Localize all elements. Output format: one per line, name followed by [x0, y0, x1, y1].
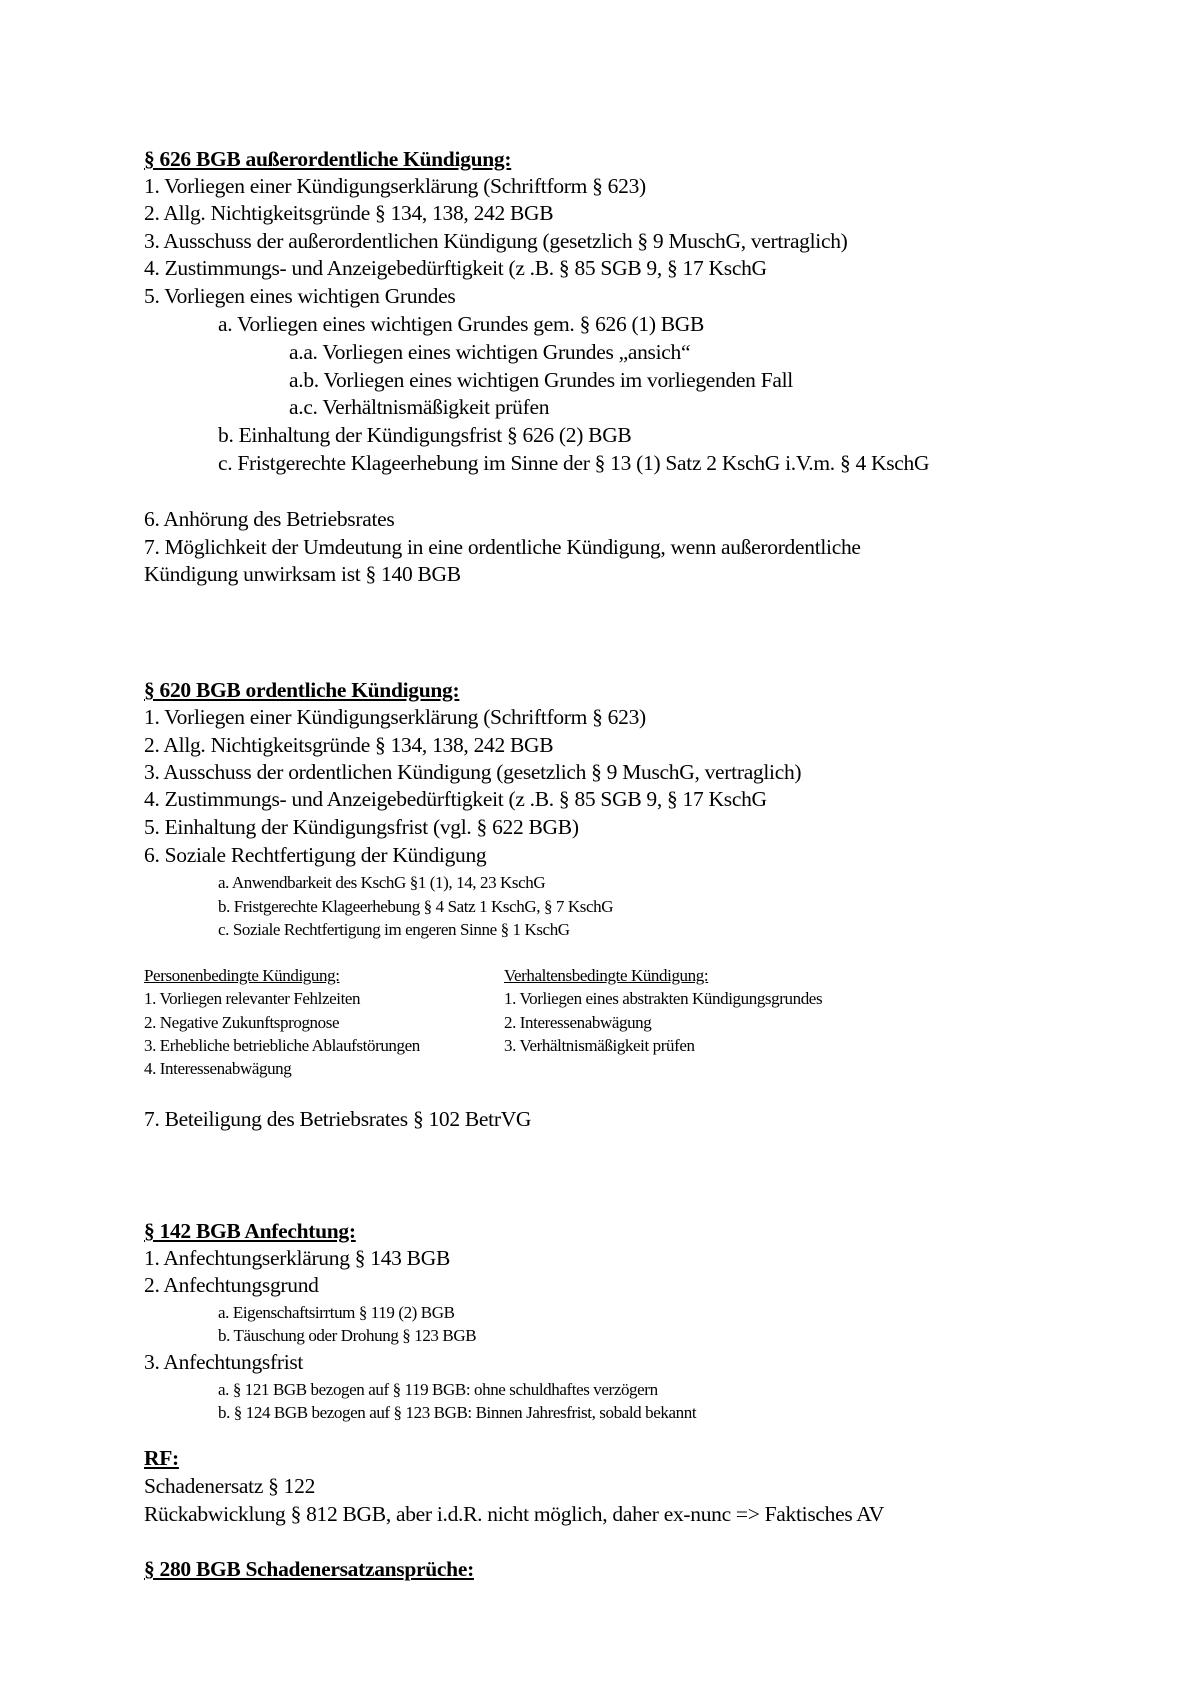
- list-item: 1. Vorliegen einer Kündigungserklärung (Schriftform § 623): [144, 705, 646, 729]
- sub-sub-item: a.a. Vorliegen eines wichtigen Grundes „ansich“: [289, 340, 691, 364]
- section-heading-rf: RF:: [144, 1446, 179, 1470]
- sub-item: c. Soziale Rechtfertigung im engeren Sinne § 1 KschG: [218, 920, 570, 939]
- sub-item: c. Fristgerechte Klageerhebung im Sinne der § 13 (1) Satz 2 KschG i.V.m. § 4 KschG: [218, 451, 930, 475]
- list-item: 6. Anhörung des Betriebsrates: [144, 507, 395, 531]
- sub-item: b. § 124 BGB bezogen auf § 123 BGB: Binnen Jahresfrist, sobald bekannt: [218, 1403, 697, 1422]
- column-item: 3. Erhebliche betriebliche Ablaufstörungen: [144, 1036, 420, 1055]
- sub-item: a. Vorliegen eines wichtigen Grundes gem. § 626 (1) BGB: [218, 312, 705, 336]
- column-item: 3. Verhältnismäßigkeit prüfen: [504, 1036, 695, 1055]
- column-item: 2. Interessenabwägung: [504, 1013, 652, 1032]
- sub-item: a. Anwendbarkeit des KschG §1 (1), 14, 23 KschG: [218, 873, 546, 892]
- list-item: 4. Zustimmungs- und Anzeigebedürftigkeit (z .B. § 85 SGB 9, § 17 KschG: [144, 256, 767, 280]
- list-item: 2. Allg. Nichtigkeitsgründe § 134, 138, 242 BGB: [144, 733, 554, 757]
- list-item-continuation: Kündigung unwirksam ist § 140 BGB: [144, 562, 461, 586]
- list-item: 4. Zustimmungs- und Anzeigebedürftigkeit (z .B. § 85 SGB 9, § 17 KschG: [144, 787, 767, 811]
- sub-item: b. Täuschung oder Drohung § 123 BGB: [218, 1326, 477, 1345]
- list-item: 7. Möglichkeit der Umdeutung in eine ordentliche Kündigung, wenn außerordentliche: [144, 535, 861, 559]
- list-item: 5. Einhaltung der Kündigungsfrist (vgl. § 622 BGB): [144, 815, 579, 839]
- sub-sub-item: a.c. Verhältnismäßigkeit prüfen: [289, 395, 550, 419]
- sub-item: b. Einhaltung der Kündigungsfrist § 626 (2) BGB: [218, 423, 632, 447]
- column-item: 1. Vorliegen relevanter Fehlzeiten: [144, 989, 361, 1008]
- sub-item: a. Eigenschaftsirrtum § 119 (2) BGB: [218, 1303, 455, 1322]
- list-item: Schadenersatz § 122: [144, 1474, 316, 1498]
- column-heading-personenbedingt: Personenbedingte Kündigung:: [144, 966, 340, 985]
- list-item: 3. Anfechtungsfrist: [144, 1350, 304, 1374]
- list-item: 2. Allg. Nichtigkeitsgründe § 134, 138, 242 BGB: [144, 201, 554, 225]
- list-item: 5. Vorliegen eines wichtigen Grundes: [144, 284, 456, 308]
- section-heading-142: § 142 BGB Anfechtung:: [144, 1219, 356, 1243]
- column-item: 2. Negative Zukunftsprognose: [144, 1013, 340, 1032]
- sub-item: b. Fristgerechte Klageerhebung § 4 Satz 1 KschG, § 7 KschG: [218, 897, 614, 916]
- list-item: Rückabwicklung § 812 BGB, aber i.d.R. nicht möglich, daher ex-nunc => Faktisches AV: [144, 1502, 884, 1526]
- column-item: 1. Vorliegen eines abstrakten Kündigungsgrundes: [504, 989, 823, 1008]
- section-heading-280: § 280 BGB Schadenersatzansprüche:: [144, 1557, 474, 1581]
- sub-sub-item: a.b. Vorliegen eines wichtigen Grundes im vorliegenden Fall: [289, 368, 793, 392]
- list-item: 1. Vorliegen einer Kündigungserklärung (Schriftform § 623): [144, 174, 646, 198]
- column-item: 4. Interessenabwägung: [144, 1059, 292, 1078]
- list-item: 3. Ausschuss der außerordentlichen Kündigung (gesetzlich § 9 MuschG, vertraglich): [144, 229, 848, 253]
- section-heading-626: § 626 BGB außerordentliche Kündigung:: [144, 147, 512, 171]
- list-item: 1. Anfechtungserklärung § 143 BGB: [144, 1246, 450, 1270]
- column-heading-verhaltensbedingt: Verhaltensbedingte Kündigung:: [504, 966, 709, 985]
- section-heading-620: § 620 BGB ordentliche Kündigung:: [144, 678, 460, 702]
- sub-item: a. § 121 BGB bezogen auf § 119 BGB: ohne schuldhaftes verzögern: [218, 1380, 658, 1399]
- list-item: 2. Anfechtungsgrund: [144, 1273, 319, 1297]
- list-item: 7. Beteiligung des Betriebsrates § 102 BetrVG: [144, 1107, 532, 1131]
- list-item: 6. Soziale Rechtfertigung der Kündigung: [144, 843, 487, 867]
- list-item: 3. Ausschuss der ordentlichen Kündigung (gesetzlich § 9 MuschG, vertraglich): [144, 760, 802, 784]
